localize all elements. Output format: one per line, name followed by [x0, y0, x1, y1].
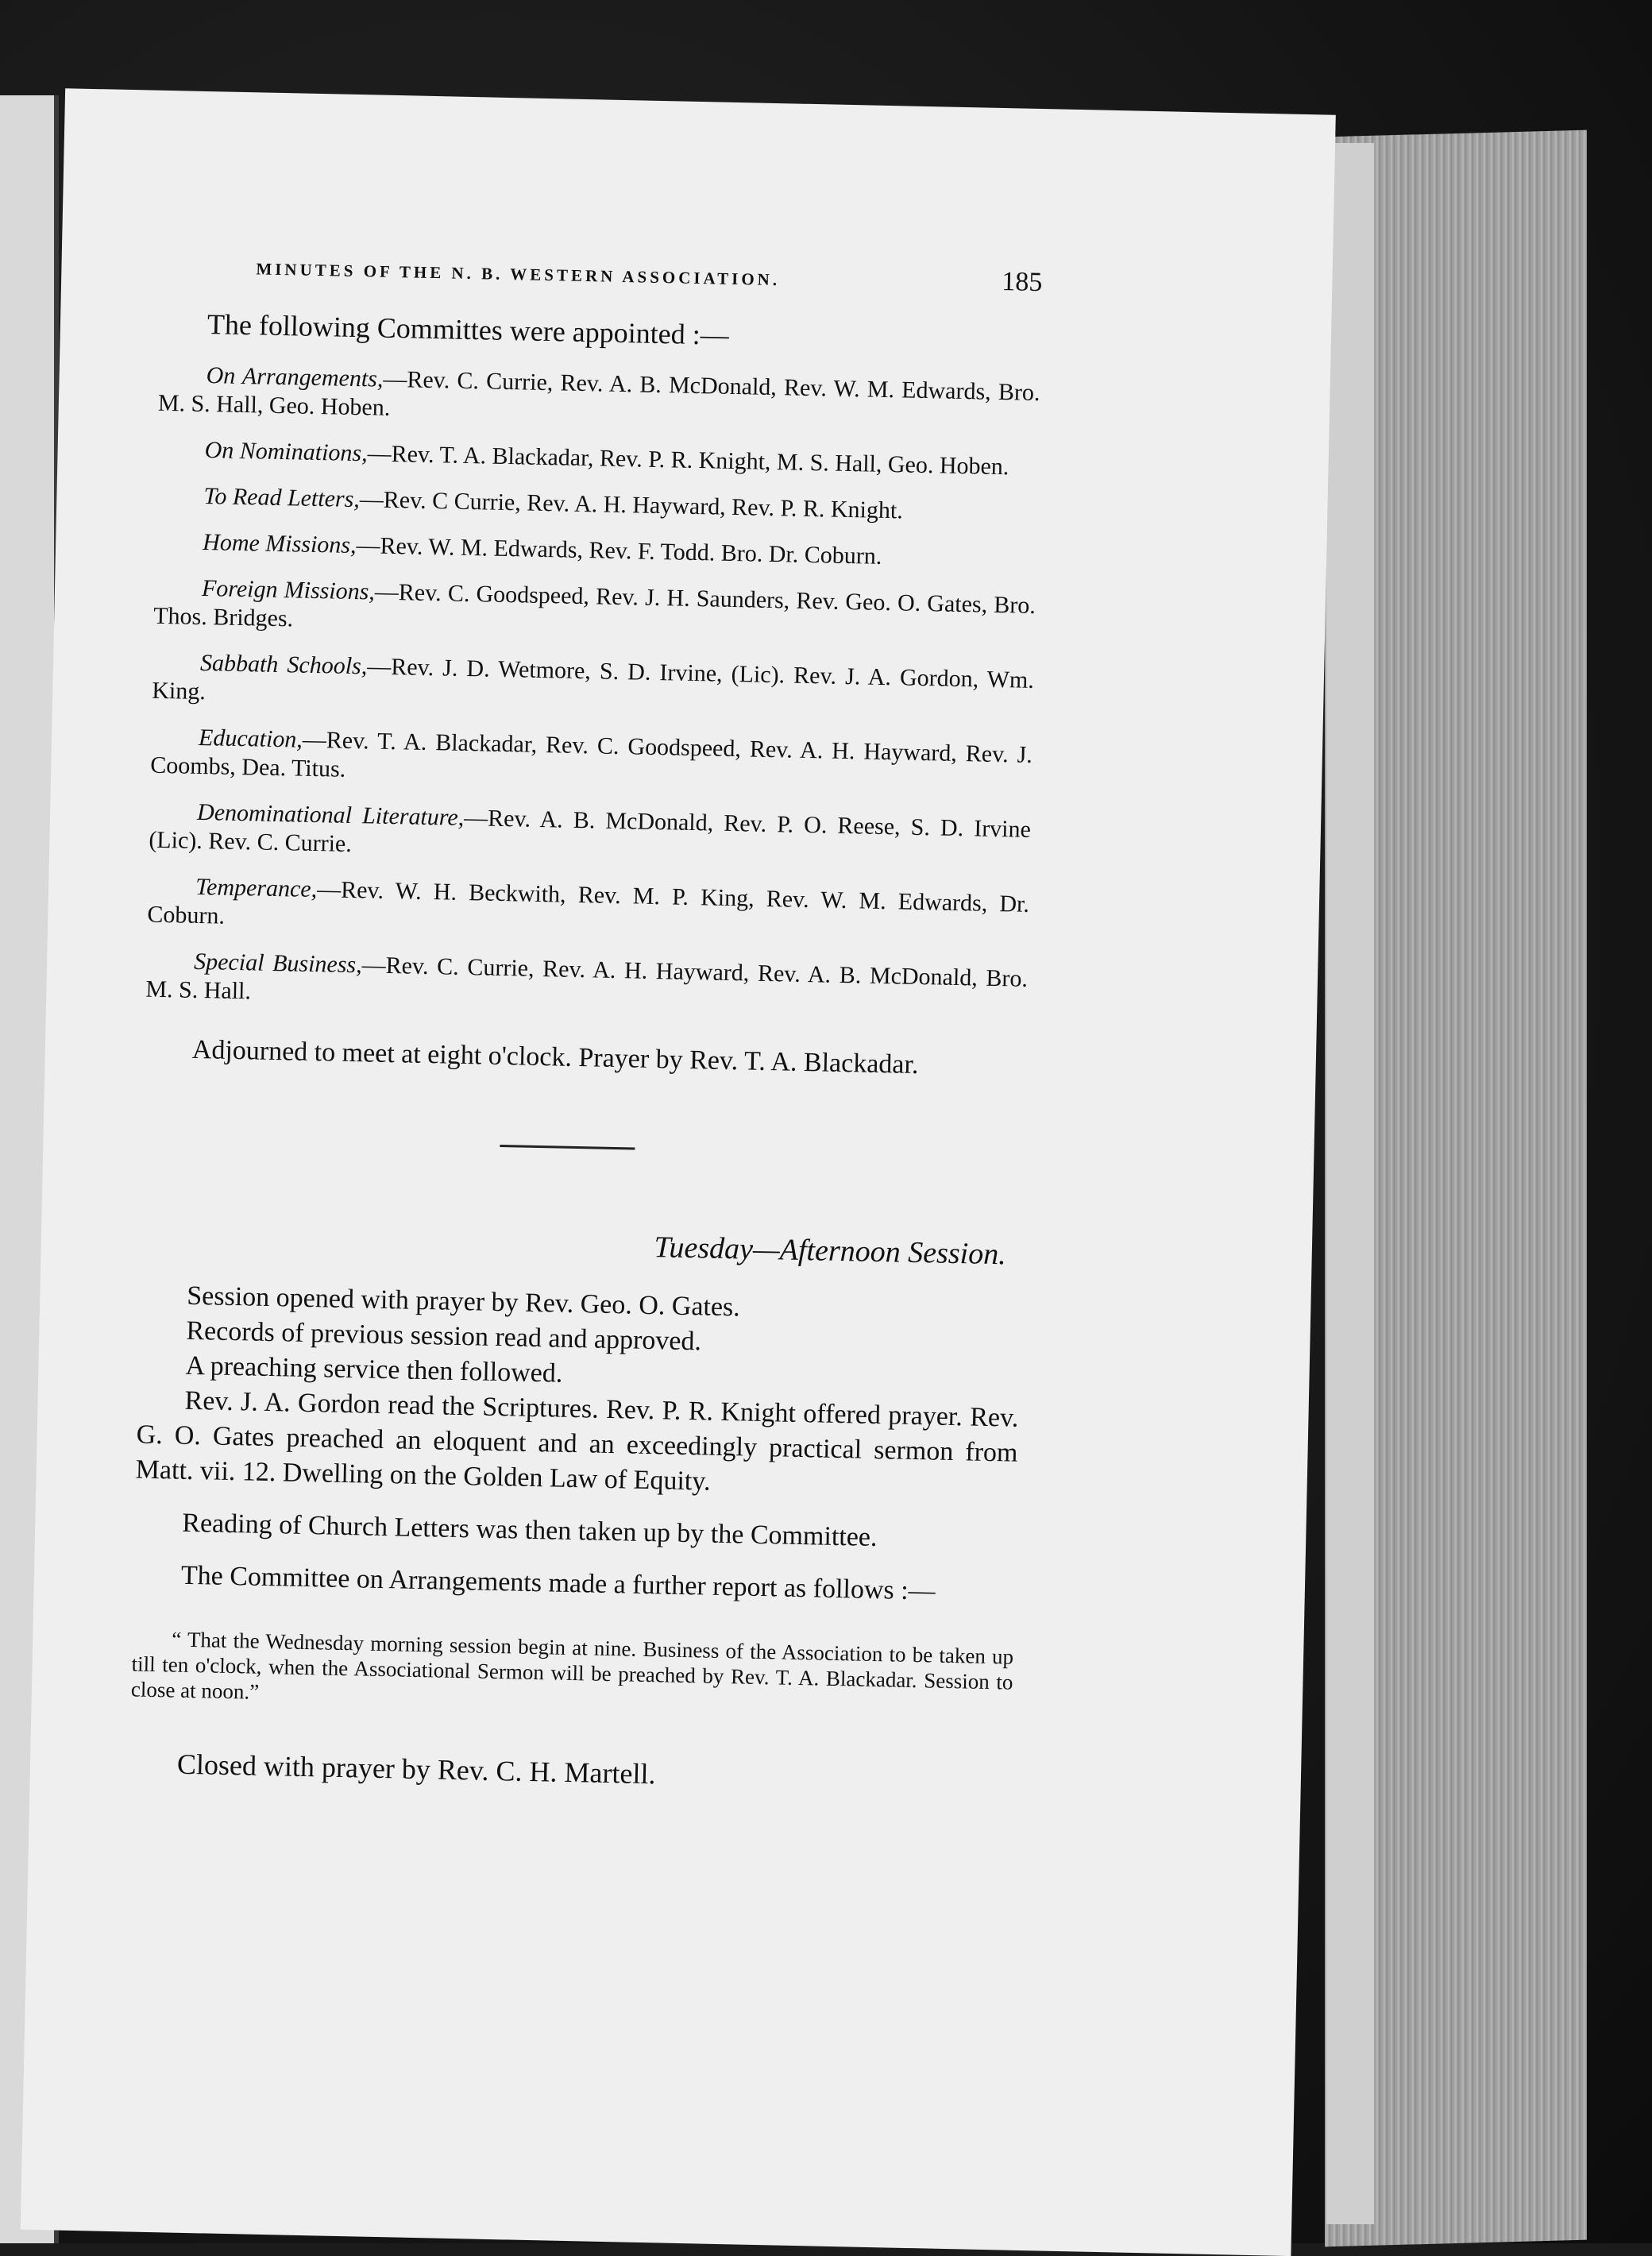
committee-name: On Nominations,	[204, 437, 369, 467]
committee-item	[155, 527, 1037, 574]
committee-name: Special Business,	[193, 948, 363, 979]
committee-members: —Rev. T. A. Blackadar, Rev. C. Goodspeed, Rev. A. H. Hayward, Rev. J. Coombs, Dea. Titus.	[150, 726, 1033, 782]
committee-item	[149, 798, 1031, 873]
session-paragraph: A preaching service then followed.	[185, 1350, 563, 1389]
page-gutter-shadow	[1326, 143, 1374, 2224]
committee-members: —Rev. C. Currie, Rev. A. B. McDonald, Rev. W. M. Edwards, Bro. M. S. Hall, Geo. Hoben.	[157, 365, 1040, 421]
committee-members: —Rev. C. Goodspeed, Rev. J. H. Saunders, Rev. Geo. O. Gates, Bro. Thos. Bridges.	[152, 578, 1036, 632]
committee-name: Home Missions,	[202, 528, 357, 559]
committee-members: —Rev. A. B. McDonald, Rev. P. O. Reese, S. D. Irvine (Lic). Rev. C. Currie.	[149, 804, 1032, 858]
committee-members: —Rev. C Currie, Rev. A. H. Hayward, Rev. P. R. Knight.	[359, 486, 904, 524]
page-content	[129, 249, 1043, 1798]
page-number: 185	[1001, 266, 1043, 298]
committee-item	[152, 648, 1034, 724]
committee-name: Denominational Literature,	[196, 798, 465, 831]
committee-name: On Arrangements,	[206, 362, 384, 392]
committee-members: —Rev. W. H. Beckwith, Rev. M. P. King, Rev. W. M. Edwards, Dr. Coburn.	[147, 876, 1030, 929]
committee-name: Education,	[198, 724, 303, 753]
committee-members: —Rev. C. Currie, Rev. A. H. Hayward, Rev. A. B. McDonald, Bro. M. S. Hall.	[145, 952, 1029, 1005]
committee-name: Foreign Missions,	[201, 574, 376, 605]
adjourn-note: Adjourned to meet at eight o'clock. Prayer by Rev. T. A. Blackadar.	[191, 1034, 919, 1080]
arrangements-report-quote: “ That the Wednesday morning session begin at nine. Business of the Association to be taken up till ten o'clock, when the Associational Sermon will be preached by Rev. T. A. Blackadar. Session to close at noon.”	[130, 1627, 1014, 1704]
committee-item	[150, 723, 1032, 798]
committee-item	[147, 872, 1029, 948]
committee-members: —Rev. T. A. Blackadar, Rev. P. R. Knight, M. S. Hall, Geo. Hoben.	[367, 440, 1009, 481]
committee-item	[153, 574, 1036, 649]
committee-list	[145, 361, 1040, 1022]
session-paragraph: Records of previous session read and approved.	[186, 1315, 702, 1357]
section-divider	[500, 1145, 635, 1150]
committee-members: —Rev. W. M. Edwards, Rev. F. Todd. Bro. Dr. Coburn.	[356, 532, 882, 570]
session-heading: Tuesday—Afternoon Session.	[654, 1230, 1007, 1272]
committee-item	[156, 435, 1039, 482]
committee-name: Temperance,	[195, 873, 318, 903]
committee-members: —Rev. J. D. Wetmore, S. D. Irvine, (Lic). Rev. J. A. Gordon, Wm. King.	[151, 653, 1035, 705]
committee-name: To Read Letters,	[203, 483, 361, 513]
session-paragraph: The Committee on Arrangements made a further report as follows :—	[180, 1560, 936, 1606]
committee-item	[145, 947, 1028, 1022]
committees-intro: The following Committes were appointed :—	[206, 308, 730, 351]
committee-item	[158, 361, 1040, 436]
closing-note: Closed with prayer by Rev. C. H. Martell.	[176, 1748, 656, 1791]
session-paragraph: Reading of Church Letters was then taken up by the Committee.	[181, 1508, 878, 1553]
committee-name: Sabbath Schools,	[199, 649, 368, 680]
book-page	[21, 88, 1336, 2256]
running-head	[256, 251, 1043, 298]
session-paragraph: Session opened with prayer by Rev. Geo. O. Gates.	[186, 1281, 741, 1323]
running-head-title: MINUTES OF THE N. B. WESTERN ASSOCIATION.	[256, 259, 781, 290]
session-paragraph: Rev. J. A. Gordon read the Scriptures. Rev. P. R. Knight offered prayer. Rev. G. O. Gates preached an eloquent and an exceedingly practical sermon from Matt. vii. 12. Dwelling on the Golden Law of Equity.	[135, 1385, 1019, 1497]
committee-item	[156, 481, 1038, 528]
